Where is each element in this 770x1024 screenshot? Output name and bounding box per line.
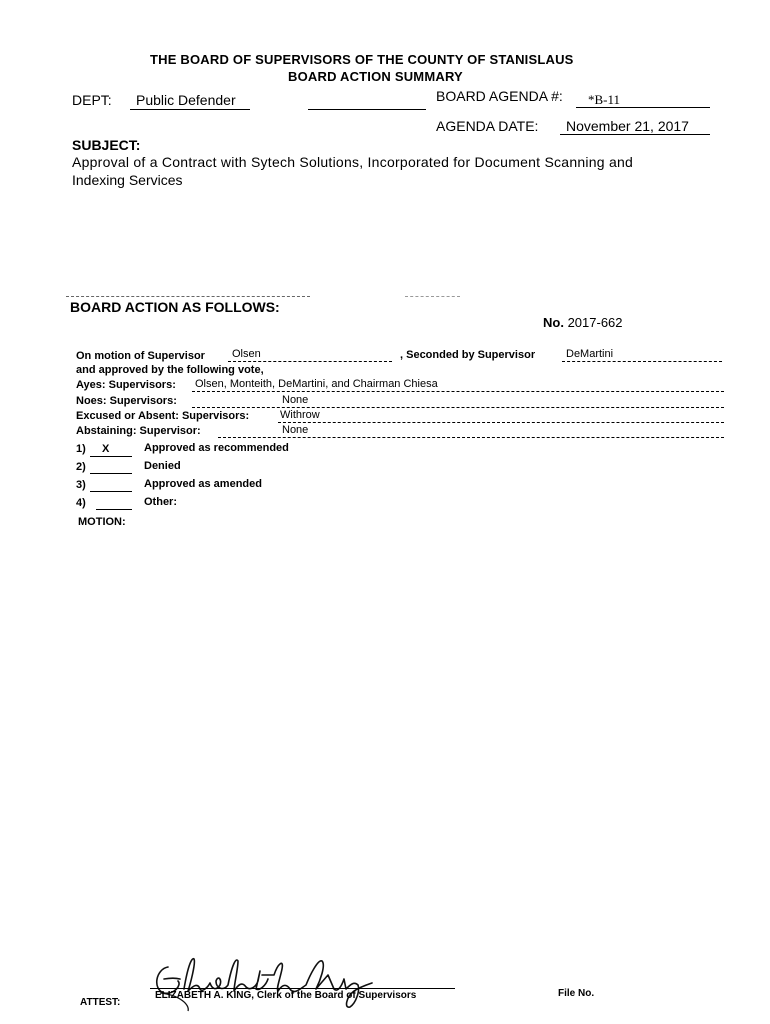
agenda-date-label: AGENDA DATE: [436,118,539,134]
option-2-text: Denied [144,460,181,472]
resolution-number-value: 2017-662 [567,315,623,330]
option-1-mark: X [102,443,110,455]
ayes-label: Ayes: Supervisors: [76,379,176,391]
attest-label: ATTEST: [80,997,121,1008]
option-3-text: Approved as amended [144,478,262,490]
option-3-blank [90,491,132,492]
excused-line [278,422,724,423]
dept-value: Public Defender [136,92,236,108]
agenda-number-value: *B-11 [588,92,621,107]
abstaining-line [218,437,724,438]
option-4-blank [96,509,132,510]
agenda-number-label: BOARD AGENDA #: [436,88,563,104]
subject-line-2: Indexing Services [72,172,183,188]
abstaining-label: Abstaining: Supervisor: [76,425,201,437]
motion-label: On motion of Supervisor [76,350,205,362]
title-line-1: THE BOARD OF SUPERVISORS OF THE COUNTY OF STANISLAUS [150,52,574,67]
clerk-name: ELIZABETH A. KING, Clerk of the Board of Supervisors [155,990,417,1001]
seconded-label: , Seconded by Supervisor [400,349,536,361]
ayes-line [192,391,724,392]
option-2-blank [90,473,132,474]
resolution-number-label: No. [543,315,564,330]
ayes-value: Olsen, Monteith, DeMartini, and Chairman Chiesa [195,378,438,390]
motion-heading: MOTION: [78,516,126,528]
title-line-2: BOARD ACTION SUMMARY [288,69,463,84]
agenda-date-value: November 21, 2017 [566,118,689,134]
dept-label: DEPT: [72,92,112,108]
file-number-label: File No. [558,988,595,999]
heading-rule [66,296,310,297]
excused-value: Withrow [280,409,320,421]
noes-line [192,407,724,408]
noes-label: Noes: Supervisors: [76,395,177,407]
signature-line [150,988,455,989]
subject-label: SUBJECT: [72,137,141,153]
option-1-text: Approved as recommended [144,442,289,454]
abstaining-value: None [282,424,309,436]
motion-by-line [228,361,392,362]
option-4-text: Other: [144,496,177,508]
dept-underline-1 [130,109,250,110]
seconded-by: DeMartini [566,348,614,360]
noes-value: None [282,394,309,406]
agenda-number-underline [576,107,710,108]
option-3-number: 3) [76,479,86,491]
approved-line: and approved by the following vote, [76,364,264,376]
option-1-number: 1) [76,443,86,455]
resolution-number [543,315,623,330]
heading-rule-2 [405,296,460,297]
seconded-by-line [562,361,722,362]
agenda-date-underline [560,134,710,135]
option-4-number: 4) [76,497,86,509]
option-2-number: 2) [76,461,86,473]
option-1-blank [90,456,132,457]
board-action-heading: BOARD ACTION AS FOLLOWS: [70,299,280,315]
excused-label: Excused or Absent: Supervisors: [76,410,250,422]
dept-underline-2 [308,109,426,110]
signature [150,945,380,1015]
subject-line-1: Approval of a Contract with Sytech Solutions, Incorporated for Document Scanning and [72,154,634,170]
motion-by: Olsen [232,348,261,360]
